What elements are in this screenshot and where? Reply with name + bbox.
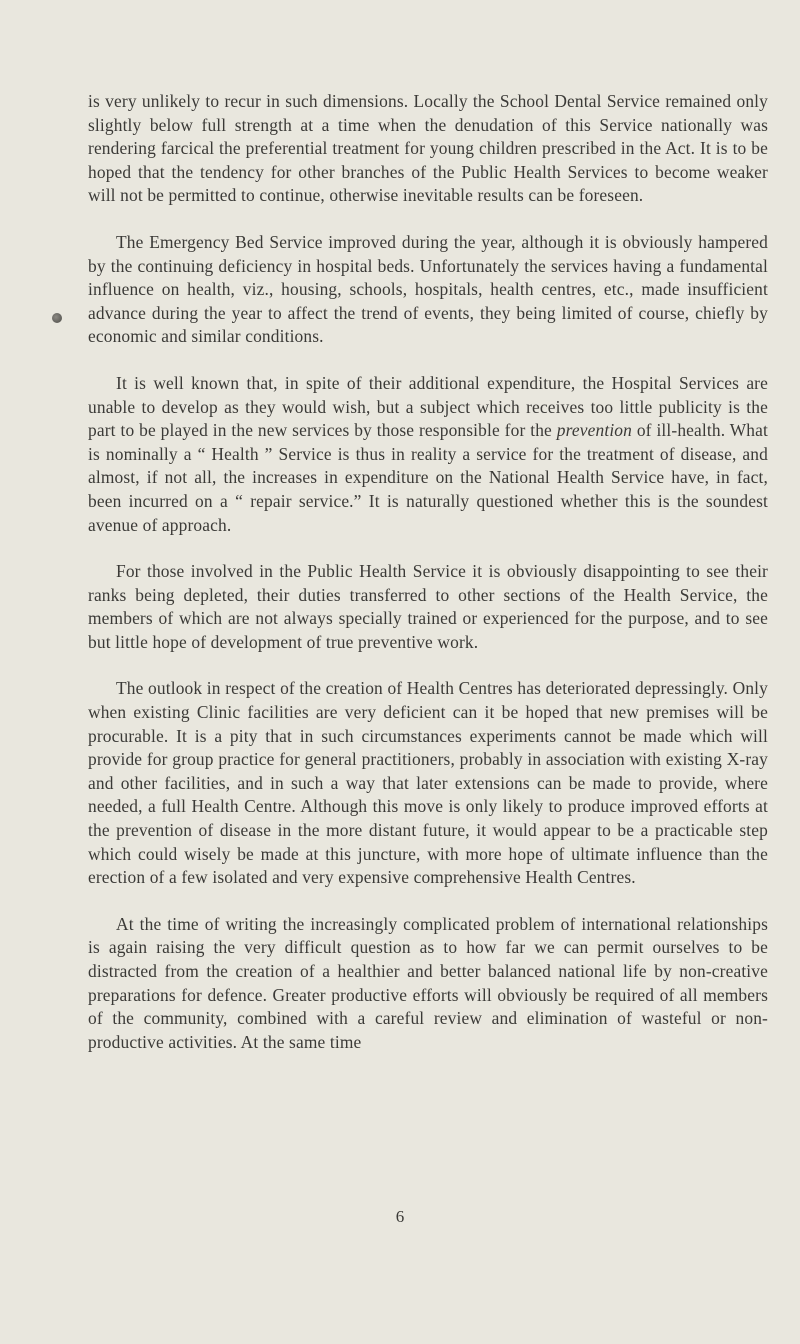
- body-text: [88, 90, 768, 1077]
- paragraph-2: The Emergency Bed Service improved during the year, although it is obviously hampered by the continuing deficiency in hospital beds. Unfortunately the services having a fundamental influence on health, viz., housing, schools, hospitals, health centres, etc., made insufficient advance during the year to affect the trend of events, they being limited of course, chiefly by economic and similar conditions.: [88, 231, 768, 347]
- paragraph-3-text-after: of ill-health. What is nominally a “ Health ” Service is thus in reality a service for the treatment of disease, and almost, if not all, the increases in expenditure on the National Health Service have, in fact, been incurred on a “ repair service.” It is naturally questioned whether this is the soundest avenue of approach.: [88, 420, 768, 535]
- paragraph-4: For those involved in the Public Health Service it is obviously disappointing to see their ranks being depleted, their duties transferred to other sections of the Health Service, the members of which are not always specially trained or experienced for the purpose, and to see but little hope of development of true preventive work.: [88, 561, 768, 652]
- paragraph-5: The outlook in respect of the creation of Health Centres has deteriorated depressingly. Only when existing Clinic facilities are very deficient can it be hoped that new premises will be procurable. It is a pity that in such circumstances experiments cannot be made which will provide for group practice for general practitioners, probably in association with existing X-ray and other facilities, and in such a way that later extensions can be made to provide, where needed, a full Health Centre. Although this move is only likely to produce improved efforts at the prevention of disease in the more distant future, it would appear to be a practicable step which could wisely be made at this juncture, with more hope of ultimate influence than the erection of a few isolated and very expensive comprehensive Health Centres.: [88, 678, 768, 888]
- paragraph-3-text-before: It is well known that, in spite of their additional expenditure, the Hospital Services are unable to develop as they would wish, but a subject which receives too little publicity is the part to be played in the new services by those responsible for the: [88, 372, 768, 441]
- page-number: 6: [395, 1207, 405, 1226]
- paragraph-1: is very unlikely to recur in such dimensions. Locally the School Dental Service remained only slightly below full strength at a time when the denudation of this Service nationally was rendering farcical the preferential treatment for young children prescribed in the Act. It is to be hoped that the tendency for other branches of the Public Health Services to become weaker will not be permitted to continue, otherwise inevitable results can be foreseen.: [88, 91, 768, 206]
- margin-ink-mark: [52, 313, 62, 323]
- paragraph-3: [88, 372, 768, 537]
- paragraph-3-emphasis: prevention: [556, 420, 632, 441]
- paragraph-6: At the time of writing the increasingly complicated problem of international relationships is again raising the very difficult question as to how far we can permit ourselves to be distracted from the creation of a healthier and better balanced national life by non-creative preparations for defence. Greater productive efforts will obviously be required of all members of the community, combined with a careful review and elimination of wasteful or non-productive activities. At the same time: [88, 913, 768, 1052]
